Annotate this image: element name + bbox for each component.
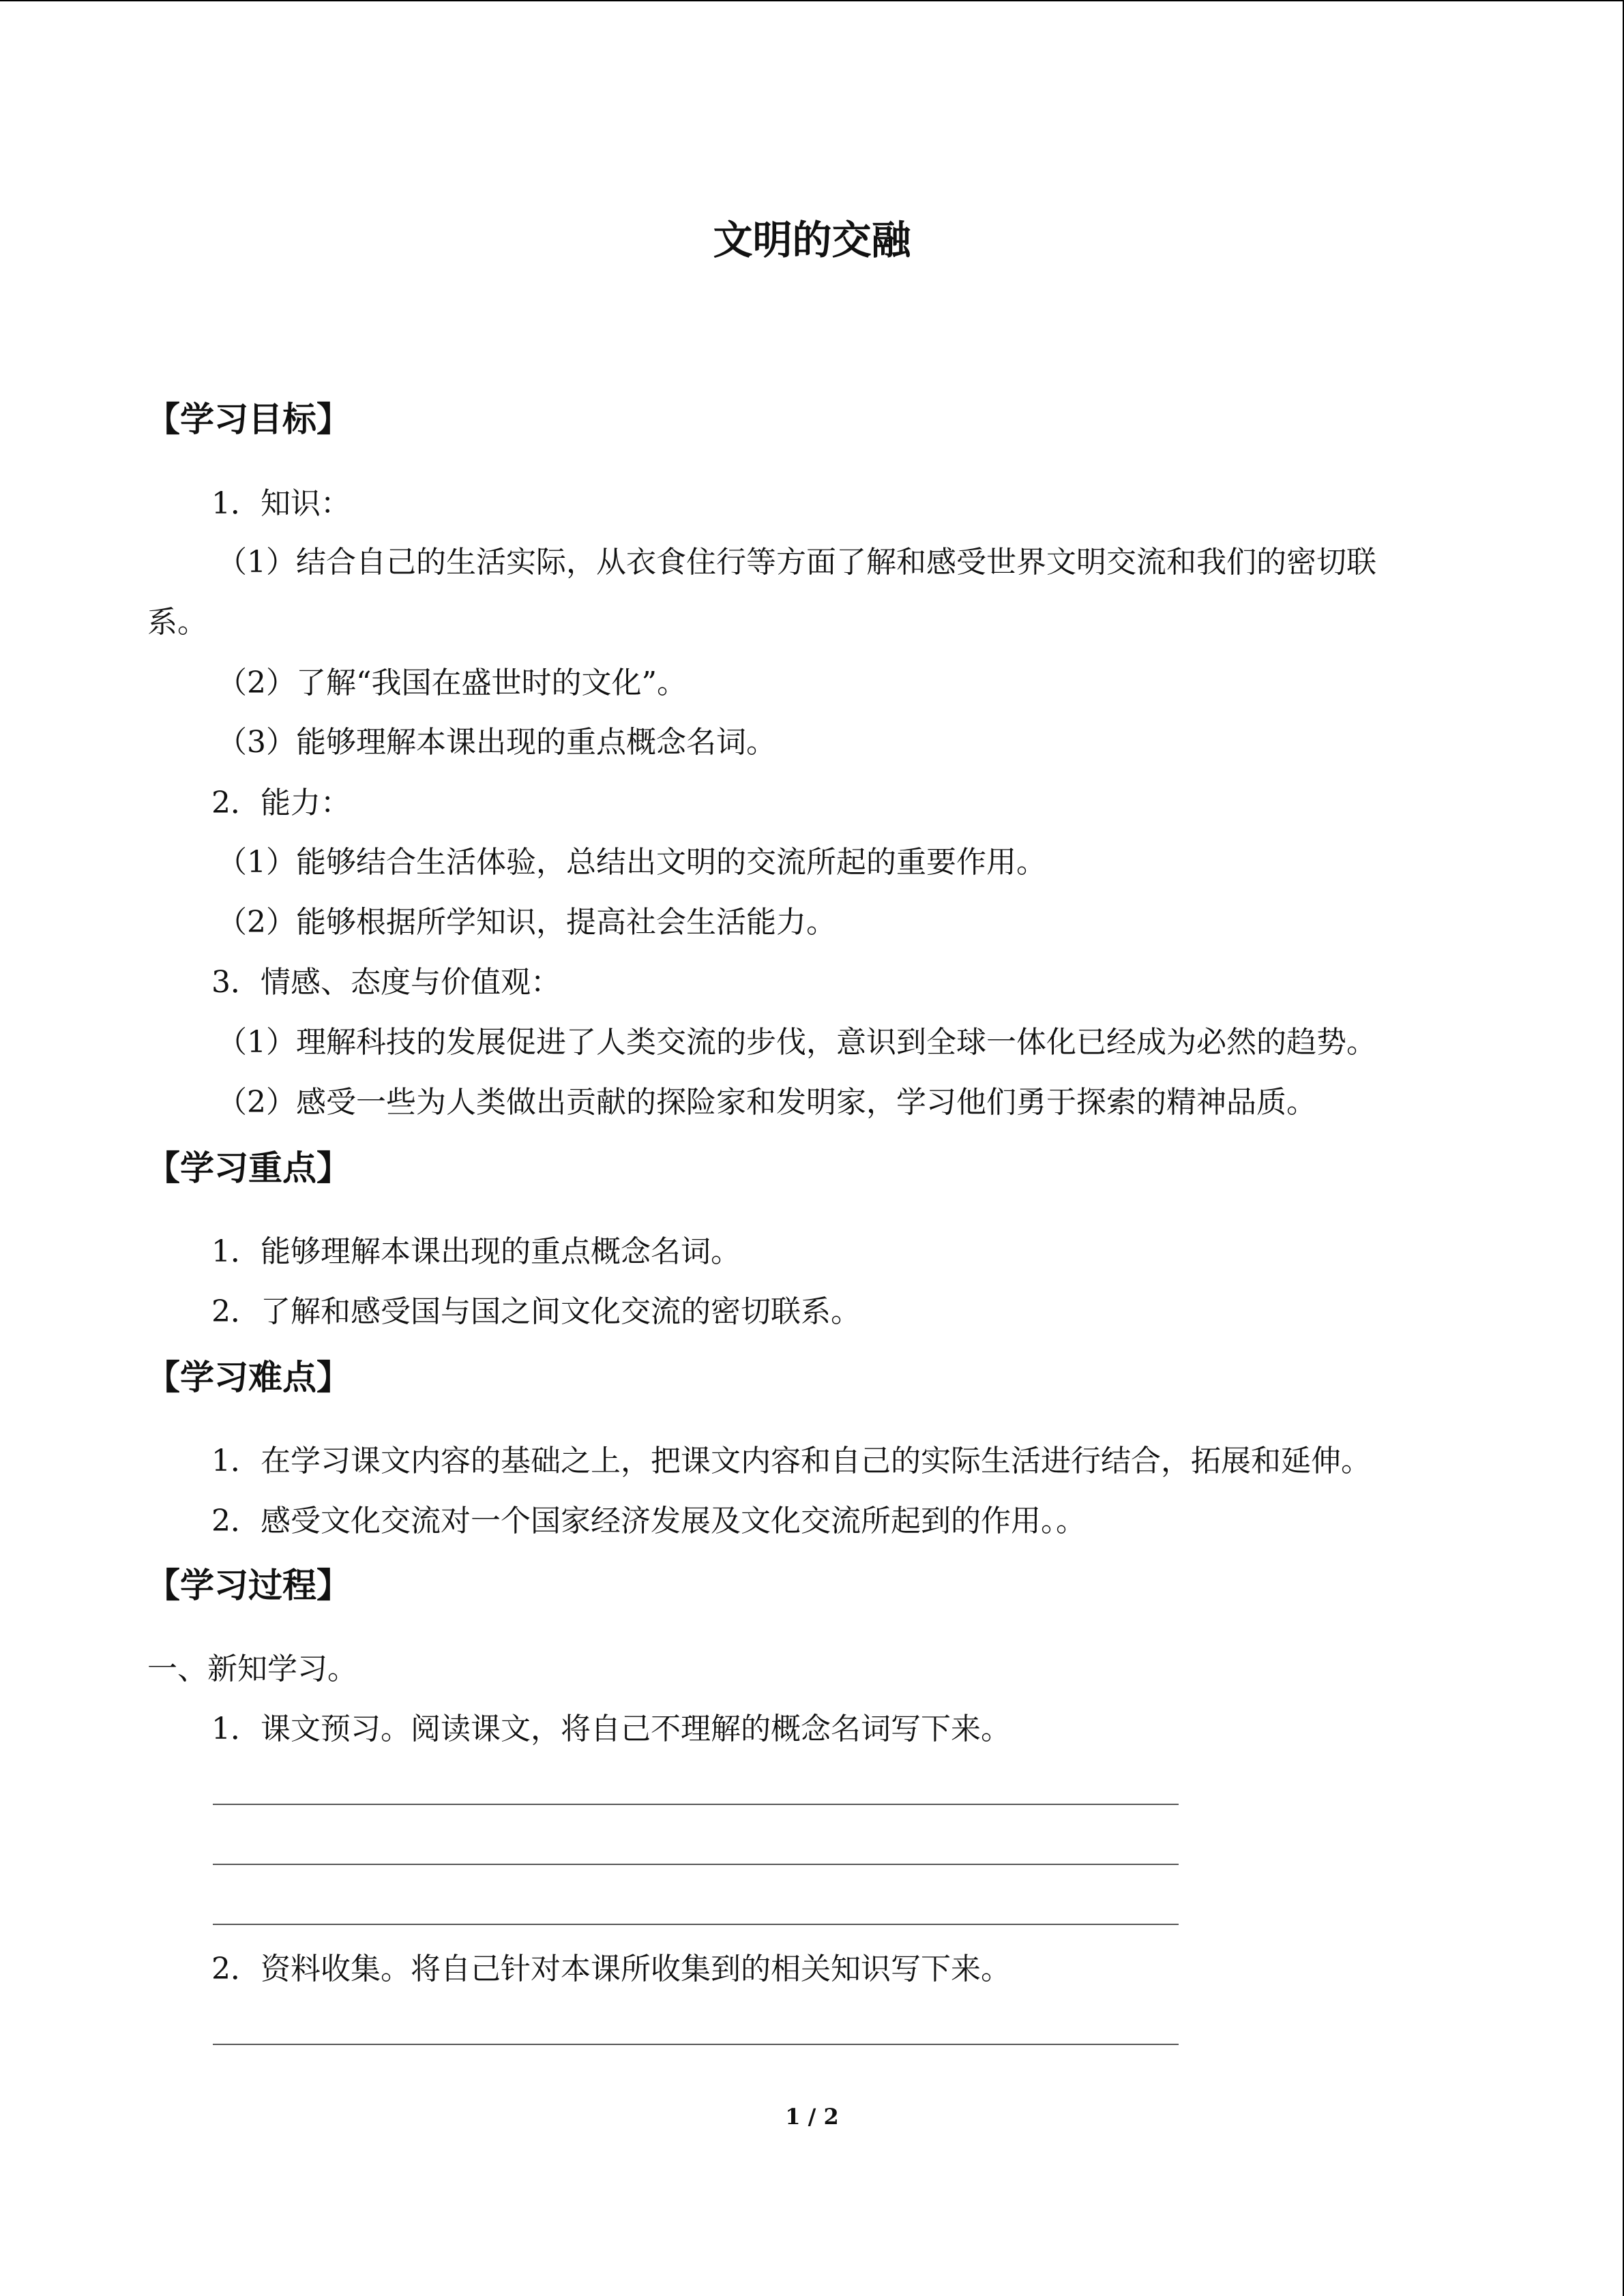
ability-item-2: （2）能够根据所学知识，提高社会生活能力。 bbox=[217, 905, 836, 940]
page-title: 文明的交融 bbox=[713, 217, 911, 263]
key-points-heading: 【学习重点】 bbox=[146, 1148, 351, 1188]
knowledge-item-1-cont: 系。 bbox=[147, 605, 207, 640]
answer-line[interactable] bbox=[213, 1864, 1179, 1865]
emotion-item-2: （2）感受一些为人类做出贡献的探险家和发明家，学习他们勇于探索的精神品质。 bbox=[217, 1085, 1316, 1120]
objectives-heading: 【学习目标】 bbox=[146, 400, 351, 439]
process-heading: 【学习过程】 bbox=[146, 1566, 351, 1605]
answer-line[interactable] bbox=[213, 2044, 1179, 2045]
answer-line[interactable] bbox=[213, 1804, 1179, 1805]
knowledge-label: 1．知识： bbox=[211, 486, 351, 521]
difficulty-2: 2．感受文化交流对一个国家经济发展及文化交流所起到的作用。。 bbox=[211, 1504, 1086, 1538]
process-part-1: 一、新知学习。 bbox=[147, 1652, 357, 1686]
knowledge-item-3: （3）能够理解本课出现的重点概念名词。 bbox=[217, 725, 776, 760]
process-task-1: 1．课文预习。阅读课文，将自己不理解的概念名词写下来。 bbox=[211, 1712, 1011, 1746]
key-point-2: 2．了解和感受国与国之间文化交流的密切联系。 bbox=[211, 1294, 861, 1329]
emotion-label: 3．情感、态度与价值观： bbox=[211, 965, 561, 1000]
page-number: 1 / 2 bbox=[785, 2104, 839, 2130]
emotion-item-1: （1）理解科技的发展促进了人类交流的步伐，意识到全球一体化已经成为必然的趋势。 bbox=[217, 1025, 1376, 1060]
knowledge-item-1: （1）结合自己的生活实际，从衣食住行等方面了解和感受世界文明交流和我们的密切联 bbox=[217, 545, 1376, 580]
key-point-1: 1．能够理解本课出现的重点概念名词。 bbox=[211, 1234, 741, 1269]
ability-item-1: （1）能够结合生活体验，总结出文明的交流所起的重要作用。 bbox=[217, 845, 1046, 880]
process-task-2: 2．资料收集。将自己针对本课所收集到的相关知识写下来。 bbox=[211, 1952, 1011, 1986]
difficulty-1: 1．在学习课文内容的基础之上，把课文内容和自己的实际生活进行结合，拓展和延伸。 bbox=[211, 1444, 1371, 1478]
ability-label: 2．能力： bbox=[211, 786, 351, 820]
answer-line[interactable] bbox=[213, 1924, 1179, 1925]
difficulties-heading: 【学习难点】 bbox=[146, 1358, 351, 1397]
knowledge-item-2: （2）了解“我国在盛世时的文化”。 bbox=[217, 666, 687, 700]
